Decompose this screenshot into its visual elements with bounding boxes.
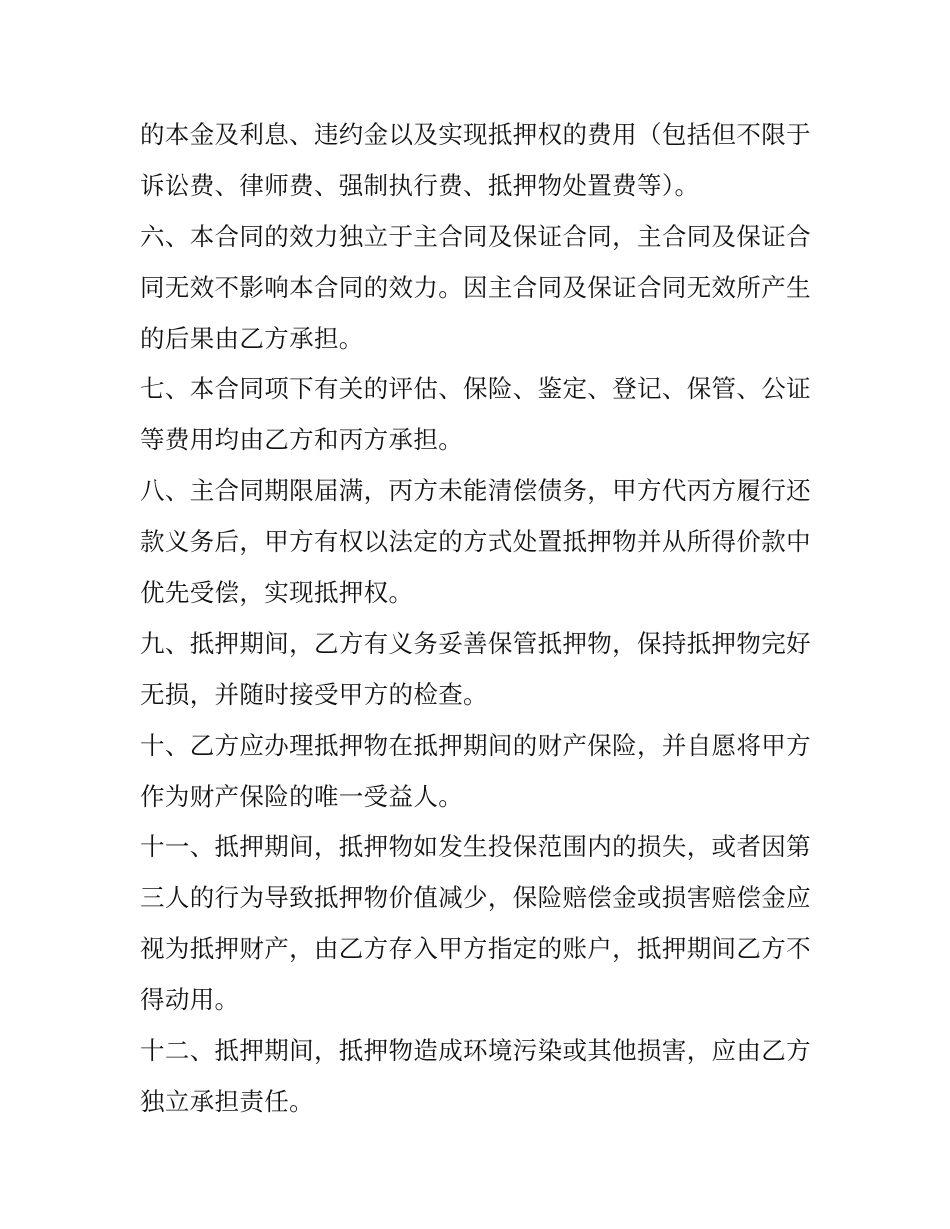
text-line: 三人的行为导致抵押物价值减少，保险赔偿金或损害赔偿金应	[140, 883, 811, 913]
text-line: 的后果由乙方承担。	[140, 323, 364, 353]
text-line: 独立承担责任。	[140, 1086, 314, 1116]
text-line: 七、本合同项下有关的评估、保险、鉴定、登记、保管、公证	[140, 374, 811, 404]
text-line: 八、主合同期限届满，丙方未能清偿债务，甲方代丙方履行还	[140, 476, 811, 506]
text-line: 款义务后，甲方有权以法定的方式处置抵押物并从所得价款中	[140, 527, 811, 557]
text-line: 同无效不影响本合同的效力。因主合同及保证合同无效所产生	[140, 272, 811, 302]
text-line: 的本金及利息、违约金以及实现抵押权的费用（包括但不限于	[140, 120, 811, 149]
text-line: 九、抵押期间，乙方有义务妥善保管抵押物，保持抵押物完好	[140, 628, 811, 658]
text-line: 作为财产保险的唯一受益人。	[140, 781, 464, 811]
text-line: 六、本合同的效力独立于主合同及保证合同，主合同及保证合	[140, 221, 811, 251]
document-body	[140, 110, 820, 1128]
text-line: 优先受偿，实现抵押权。	[140, 578, 414, 608]
text-line: 十二、抵押期间，抵押物造成环境污染或其他损害，应由乙方	[140, 1036, 811, 1066]
text-line: 得动用。	[140, 985, 240, 1015]
text-line: 诉讼费、律师费、强制执行费、抵押物处置费等）。	[140, 170, 700, 200]
text-line: 等费用均由乙方和丙方承担。	[140, 425, 464, 455]
text-line: 十、乙方应办理抵押物在抵押期间的财产保险，并自愿将甲方	[140, 730, 811, 760]
text-line: 十一、抵押期间，抵押物如发生投保范围内的损失，或者因第	[140, 832, 811, 862]
text-line: 视为抵押财产，由乙方存入甲方指定的账户，抵押期间乙方不	[140, 934, 811, 964]
text-line: 无损，并随时接受甲方的检查。	[140, 679, 488, 709]
